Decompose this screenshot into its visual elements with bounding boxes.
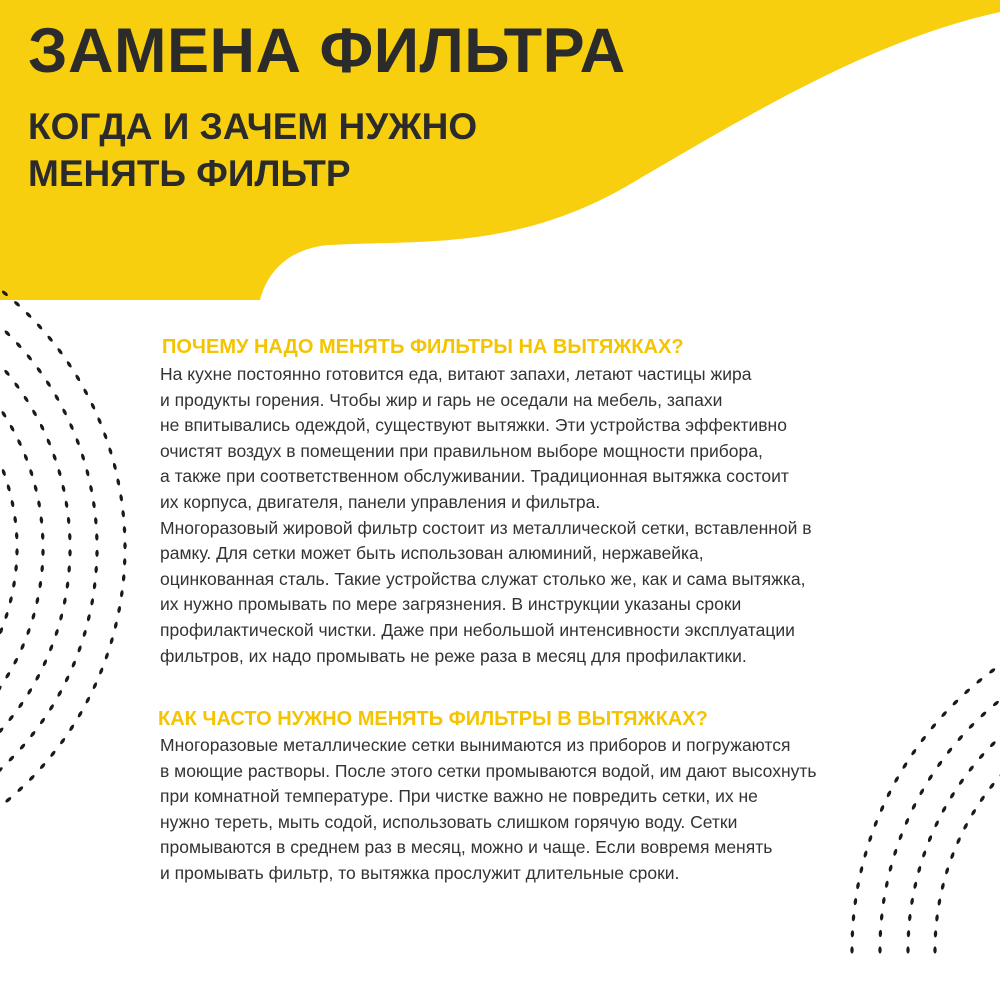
arc-dot [59,613,64,621]
text-line: не впитывались одеждой, существуют вытяжки. Эти устройства эффективно [160,415,787,436]
arc-dot [13,516,17,524]
arc-dot [968,765,975,773]
arc-dot [31,612,36,620]
text-line: Многоразовые металлические сетки вынимаются из приборов и погружаются [160,735,791,755]
arc-dot [121,510,125,518]
text-line: Многоразовый жировой фильтр состоит из металлической сетки, вставленной в [160,517,812,538]
arc-dot [92,682,98,690]
arc-dot [120,590,124,598]
arc-dot [902,762,909,770]
arc-dot [3,369,10,377]
arc-dot [37,500,42,508]
arc-dot [919,788,926,796]
arc-dot [978,752,985,760]
arc-dot [904,817,910,825]
text-line: и продукты горения. Чтобы жир и гарь не оседали на мебель, запахи [160,389,723,410]
arc-dot [917,866,922,874]
arc-dot [29,730,36,738]
page-title: ЗАМЕНА ФИЛЬТРА [28,16,626,86]
arc-dot [970,808,977,816]
arc-dot [31,409,37,417]
arc-dot [62,597,67,605]
arc-dot [868,835,874,843]
arc-dot [61,408,67,416]
arc-dot [123,558,127,565]
arc-dot [39,717,46,725]
arc-dot [853,898,857,906]
arc-dot [83,388,89,396]
arc-dot [4,330,12,337]
dotted-arcs-right [850,658,1000,954]
arc-dot [25,311,32,319]
arc-dot [94,566,98,573]
arc-dot [879,805,885,813]
text-line: На кухне постоянно готовится еда, витают запахи, летают частицы жира [160,364,752,384]
arc-dot [26,687,33,695]
arc-dot [59,737,66,745]
arc-dot [19,743,26,751]
arc-dot [95,533,99,540]
text-line: при комнатной температуре. При чистке важно не повредить сетки, их не [160,786,758,807]
arc-dot [910,748,917,756]
text-line: очистят воздух в помещении при правильном выборе мощности прибора, [160,440,763,461]
arc-dot [49,750,56,758]
arc-dot [884,880,889,888]
arc-dot [39,423,45,431]
arc-dot [39,762,46,770]
arc-dot [992,700,1000,707]
arc-dot [12,580,17,588]
arc-dot [8,755,15,763]
arc-dot [33,484,38,492]
arc-dot [946,747,953,755]
arc-dot [40,565,44,572]
text-line: нужно тереть, мыть содой, использовать слишком горячую воду. Сетки [160,811,738,832]
arc-dot [958,778,965,786]
arc-dot [108,447,113,455]
arc-dot [934,820,940,828]
arc-dot [851,914,855,921]
arc-dot [957,734,964,742]
arc-dot [6,484,11,492]
arc-dot [988,667,996,674]
arc-dot [976,677,984,684]
arc-dot [54,629,59,637]
text-line: их нужно промывать по мере загрязнения. В инструкции указаны сроки [160,594,742,615]
arc-dot [47,335,54,343]
arc-dot [26,628,32,636]
arc-dot [113,621,118,629]
arc-dot [850,946,853,953]
arc-dot [856,882,861,890]
arc-dot [112,462,117,470]
arc-dot [878,946,881,953]
arc-dot [4,612,9,620]
text-line: их корпуса, двигателя, панели управления и фильтра. [160,491,601,512]
arc-dot [85,696,91,704]
arc-dot [898,833,904,841]
arc-dot [48,704,55,712]
arc-dot [15,532,19,539]
arc-dot [38,581,42,589]
arc-dot [0,766,4,773]
arc-dot [10,500,15,508]
arc-dot [77,710,84,718]
arc-dot [886,790,892,798]
arc-dot [71,660,77,668]
arc-dot [13,657,19,665]
text-line: фильтров, их надо промывать не реже раза в месяц для профилактики. [160,645,747,666]
arc-dot [980,711,988,718]
arc-dot [950,852,956,860]
arc-dot [863,850,868,858]
arc-dot [23,395,30,403]
arc-dot [17,701,24,709]
arc-dot [98,667,104,675]
text-line: профилактической чистки. Даже при небольшой интенсивности эксплуатации [160,619,795,640]
arc-dot [882,897,886,905]
arc-dot [930,722,937,730]
arc-dot [968,722,975,730]
arc-dot [4,796,12,803]
text-line: оцинкованная сталь. Такие устройства служат столько же, как и сама вытяжка, [160,568,806,589]
arc-dot [940,710,947,718]
arc-dot [74,374,81,382]
arc-dot [67,565,71,572]
arc-dot [64,500,68,508]
arc-dot [941,805,947,813]
arc-dot [927,774,934,782]
arc-dot [910,897,915,905]
arc-dot [90,402,96,410]
arc-dot [16,439,22,447]
arc-dot [23,453,29,461]
arc-dot [68,423,74,431]
dotted-arcs-left [0,290,127,814]
arc-dot [15,548,19,555]
arc-dot [906,946,909,953]
arc-dot [940,882,945,890]
arc-dot [988,782,995,790]
arc-dot [879,930,883,937]
arc-dot [48,644,54,652]
arc-dot [17,785,25,792]
arc-dot [95,550,99,557]
page-subtitle-line-1: КОГДА И ЗАЧЕМ НУЖНО [28,106,478,147]
arc-dot [944,867,949,875]
arc-dot [65,581,69,589]
text-line: промываются в среднем раз в месяц, можно и чаще. Если вовремя менять [160,837,773,858]
section-text-why [160,362,812,669]
arc-dot [36,366,43,374]
arc-dot [1,469,7,477]
arc-dot [937,898,942,906]
arc-dot [67,517,71,525]
arc-dot [75,438,81,446]
arc-dot [859,866,864,874]
arc-dot [14,564,18,571]
arc-dot [20,643,26,651]
arc-dot [119,494,123,502]
arc-dot [56,347,63,355]
arc-dot [39,516,43,524]
arc-dot [94,517,98,524]
arc-dot [8,596,13,604]
arc-dot [86,614,91,622]
arc-dot [934,930,938,937]
arc-dot [920,735,927,743]
page-subtitle-line-2: МЕНЯТЬ ФИЛЬТР [28,153,351,194]
arc-dot [936,760,943,768]
arc-dot [8,714,15,722]
arc-dot [935,914,939,922]
text-line: рамку. Для сетки может быть использован алюминий, нержавейка, [160,543,704,564]
section-heading-why: ПОЧЕМУ НАДО МЕНЯТЬ ФИЛЬТРЫ НА ВЫТЯЖКАХ? [162,336,684,358]
arc-dot [97,417,103,425]
arc-dot [46,438,52,446]
arc-dot [921,850,927,858]
arc-dot [123,526,127,533]
arc-dot [77,645,83,653]
arc-dot [893,776,899,784]
arc-dot [64,675,70,683]
arc-dot [85,469,90,477]
arc-dot [102,432,108,440]
arc-dot [15,341,22,349]
arc-dot [90,598,95,606]
arc-dot [109,637,114,645]
arc-dot [0,454,1,462]
arc-dot [36,323,43,331]
arc-dot [962,822,968,830]
section-text-how-often [160,733,817,887]
arc-dot [104,652,110,660]
text-line: а также при соответственном обслуживании. Традиционная вытяжка состоит [160,466,789,487]
arc-dot [35,673,41,681]
arc-dot [66,360,73,368]
arc-dot [851,930,855,937]
arc-dot [908,914,912,922]
arc-dot [82,629,87,637]
arc-dot [956,837,962,845]
text-line: и промывать фильтр, то вытяжка прослужит длительные сроки. [160,862,680,883]
arc-dot [888,864,893,872]
arc-dot [907,930,911,937]
arc-dot [0,627,4,635]
arc-dot [54,394,61,402]
arc-dot [13,300,21,307]
arc-dot [26,354,33,362]
arc-dot [92,582,96,590]
arc-dot [927,835,933,843]
arc-dot [123,542,126,549]
arc-dot [952,699,960,706]
arc-dot [41,533,45,540]
arc-dot [28,774,35,782]
arc-dot [61,485,66,493]
arc-dot [1,410,8,418]
arc-dot [116,478,121,486]
arc-dot [89,485,94,493]
arc-dot [963,688,971,695]
arc-dot [9,424,15,432]
arc-dot [68,549,72,556]
arc-dot [41,549,45,556]
arc-dot [949,791,956,799]
arc-dot [0,685,3,693]
arc-dot [880,913,884,921]
arc-dot [52,453,58,461]
arc-dot [29,469,34,477]
arc-dot [979,795,986,803]
arc-dot [13,382,20,390]
arc-dot [68,724,75,732]
arc-dot [873,819,879,827]
arc-dot [56,689,62,697]
arc-dot [68,533,72,540]
section-heading-how-often: КАК ЧАСТО НУЖНО МЕНЯТЬ ФИЛЬТРЫ В ВЫТЯЖКАХ? [158,708,708,730]
arc-dot [4,671,11,679]
arc-dot [122,574,126,581]
arc-dot [42,659,48,667]
arc-dot [80,453,85,461]
arc-dot [911,802,917,810]
text-line: в моющие растворы. После этого сетки промываются водой, им дают высохнуть [160,760,817,781]
arc-dot [933,946,936,953]
arc-dot [35,597,40,605]
arc-dot [92,501,96,509]
arc-dot [0,727,4,735]
arc-dot [117,606,122,614]
arc-dot [893,848,898,856]
arc-dot [989,740,996,748]
arc-dot [57,469,62,477]
arc-dot [913,881,918,889]
arc-dot [45,380,52,388]
